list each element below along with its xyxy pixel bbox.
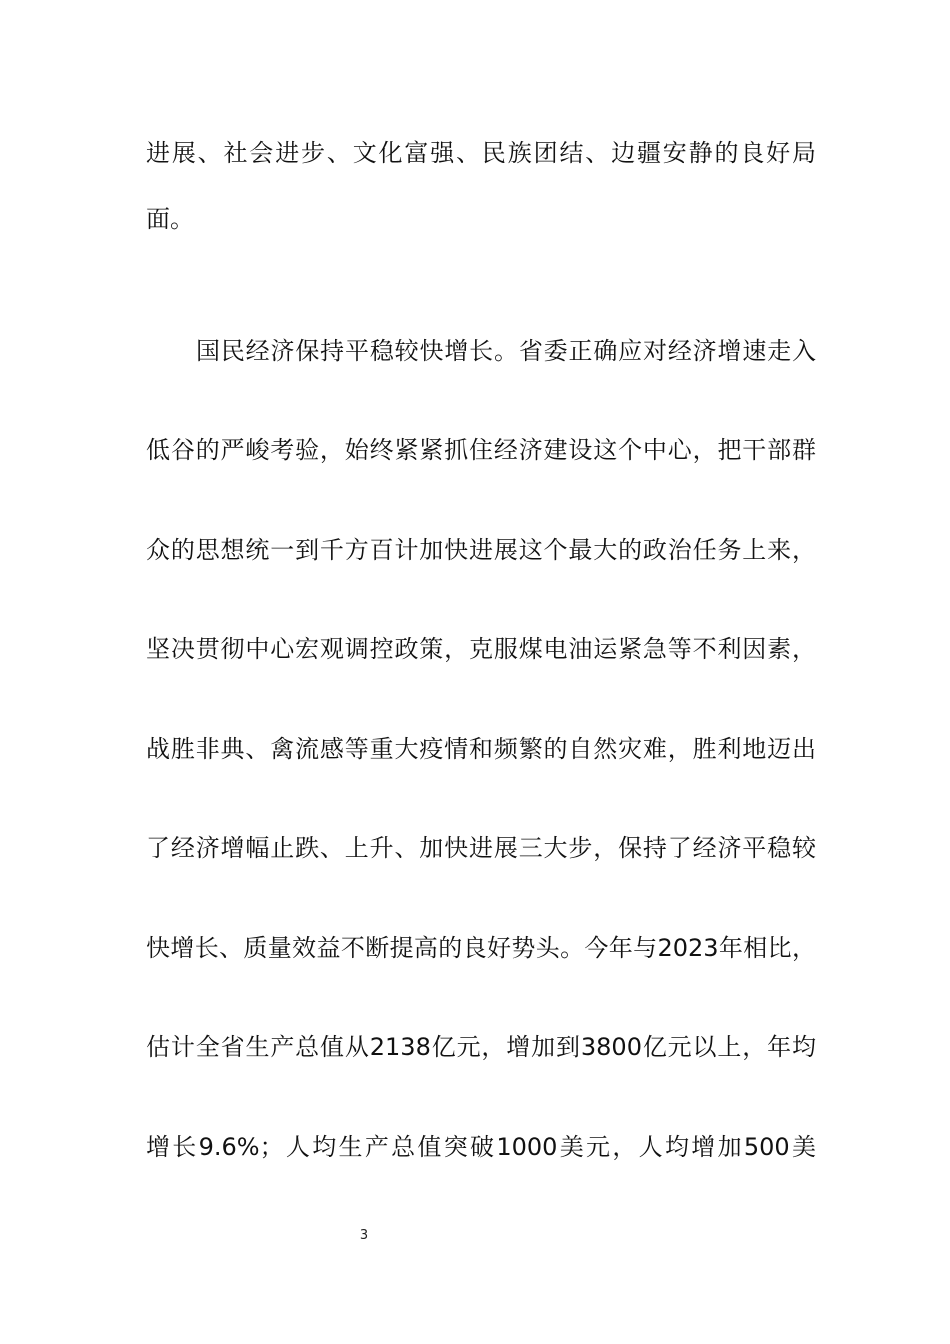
page-number: 3	[359, 1228, 369, 1243]
text-line: 估计全省生产总值从2138亿元，增加到3800亿元以上，年均	[146, 1033, 816, 1061]
text-line: 战胜非典、禽流感等重大疫情和频繁的自然灾难，胜利地迈出	[146, 735, 816, 763]
text-line: 进展、社会进步、文化富强、民族团结、边疆安静的良好局	[146, 139, 816, 167]
paragraph-first-line: 国民经济保持平稳较快增长。省委正确应对经济增速走入	[196, 337, 816, 365]
text-line: 面。	[146, 205, 194, 233]
text-line: 众的思想统一到千方百计加快进展这个最大的政治任务上来，	[146, 536, 816, 564]
text-line: 坚决贯彻中心宏观调控政策，克服煤电油运紧急等不利因素，	[146, 635, 816, 663]
text-line: 低谷的严峻考验，始终紧紧抓住经济建设这个中心，把干部群	[146, 436, 816, 464]
text-line: 了经济增幅止跌、上升、加快进展三大步，保持了经济平稳较	[146, 834, 816, 862]
text-line: 增长9.6%；人均生产总值突破1000美元，人均增加500美	[146, 1133, 816, 1161]
text-line: 快增长、质量效益不断提高的良好势头。今年与2023年相比，	[146, 934, 816, 962]
